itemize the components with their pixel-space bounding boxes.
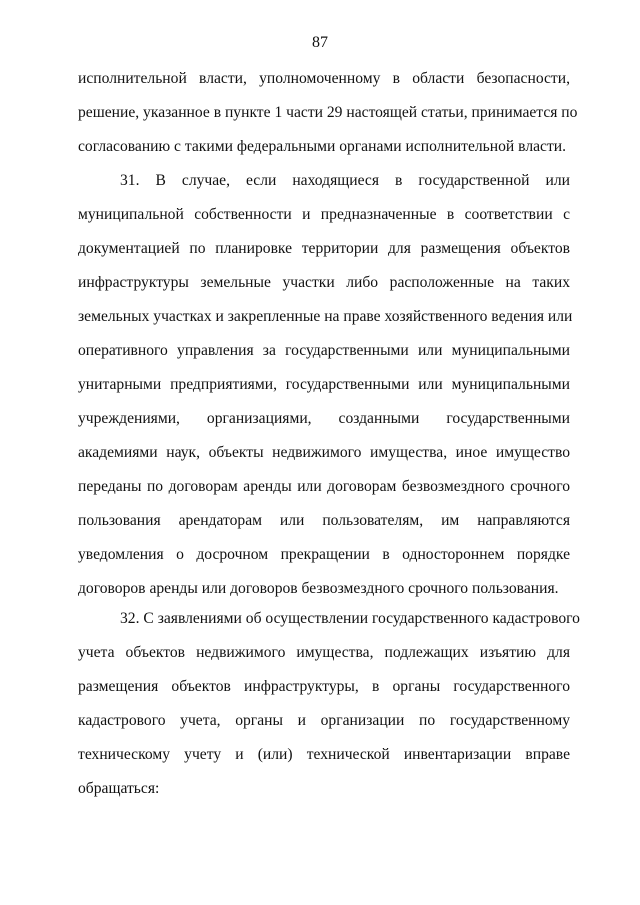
text-line: уведомления о досрочном прекращении в одностороннем порядке (78, 546, 570, 563)
text-line: договоров аренды или договоров безвозмездного срочного пользования. (78, 580, 559, 597)
text-line: переданы по договорам аренды или договорам безвозмездного срочного (78, 478, 570, 495)
text-line: документацией по планировке территории для размещения объектов (78, 240, 570, 257)
text-line: инфраструктуры земельные участки либо расположенные на таких (78, 274, 570, 291)
paragraph-continuation (78, 62, 578, 164)
text-line: 31. В случае, если находящиеся в государственной или (120, 172, 570, 189)
page-number: 87 (312, 34, 328, 51)
text-line: размещения объектов инфраструктуры, в органы государственного (78, 678, 570, 695)
text-line: учреждениями, организациями, созданными государственными (78, 410, 570, 427)
text-line: земельных участках и закрепленные на праве хозяйственного ведения или (78, 308, 573, 325)
text-line: техническому учету и (или) технической инвентаризации вправе (78, 746, 570, 763)
text-line: пользования арендаторам или пользователям, им направляются (78, 512, 570, 529)
text-line: академиями наук, объекты недвижимого имущества, иное имущество (78, 444, 570, 461)
paragraph-32 (78, 602, 580, 806)
text-line: оперативного управления за государственными или муниципальными (78, 342, 570, 359)
text-line: 32. С заявлениями об осуществлении государственного кадастрового (120, 610, 580, 627)
text-line: согласованию с такими федеральными органами исполнительной власти. (78, 138, 567, 155)
text-line: учета объектов недвижимого имущества, подлежащих изъятию для (78, 644, 570, 661)
text-line: унитарными предприятиями, государственными или муниципальными (78, 376, 570, 393)
text-line: муниципальной собственности и предназначенные в соответствии с (78, 206, 570, 223)
text-line: кадастрового учета, органы и организации по государственному (78, 712, 570, 729)
paragraph-31 (78, 164, 573, 606)
text-line: решение, указанное в пункте 1 части 29 настоящей статьи, принимается по (78, 104, 578, 121)
text-line: обращаться: (78, 780, 160, 797)
text-line: исполнительной власти, уполномоченному в области безопасности, (78, 70, 570, 87)
